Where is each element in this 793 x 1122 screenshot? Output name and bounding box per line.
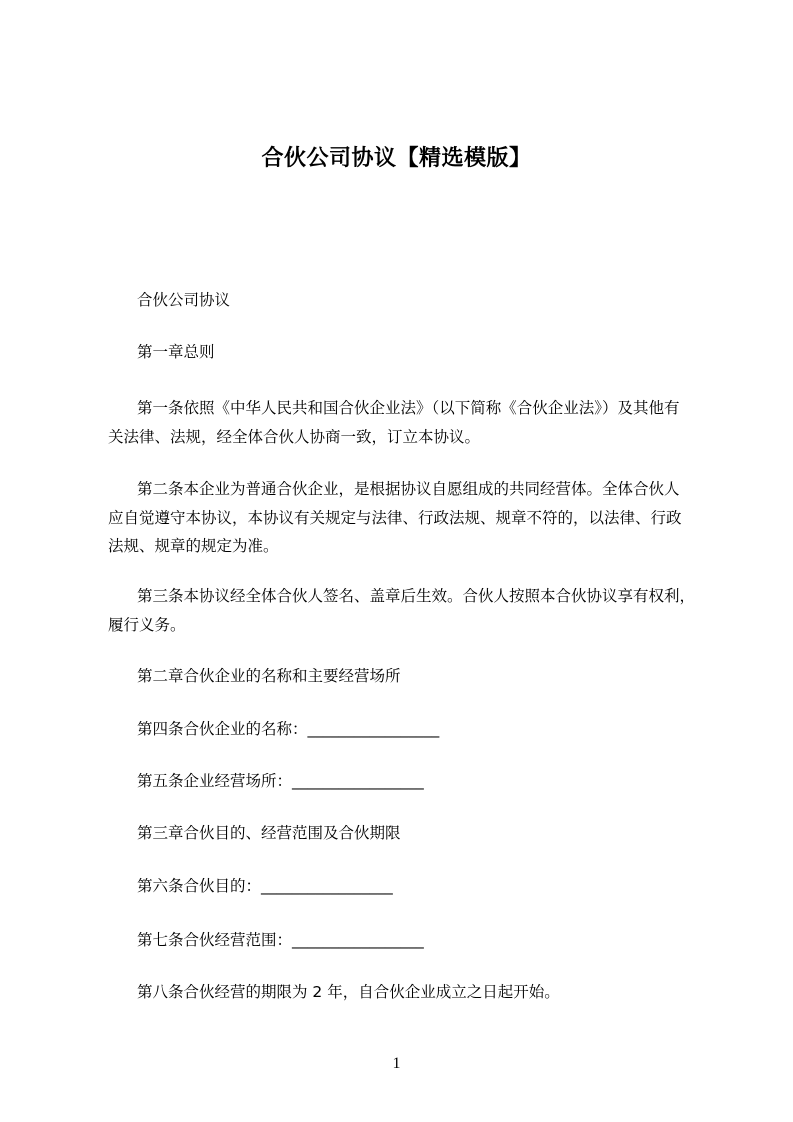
paragraph-line: 履行义务。 <box>108 615 186 634</box>
paragraph-line: 第八条合伙经营的期限为 2 年，自合伙企业成立之日起开始。 <box>137 983 560 1001</box>
paragraph <box>108 872 728 901</box>
paragraph <box>108 819 728 848</box>
document-title: 合伙公司协议【精选模版】 <box>261 146 532 171</box>
paragraph <box>108 978 728 1007</box>
paragraph <box>108 582 728 639</box>
paragraph <box>108 338 728 367</box>
paragraph-line: 第三条本协议经全体合伙人签名、盖章后生效。合伙人按照本合伙协议享有权利， <box>137 587 696 605</box>
paragraph <box>108 662 728 691</box>
paragraph <box>108 715 728 744</box>
paragraph-line: 关法律、法规，经全体合伙人协商一致，订立本协议。 <box>108 427 481 446</box>
page-number: 1 <box>392 1055 401 1072</box>
paragraph <box>108 475 728 561</box>
paragraph-line: 第二章合伙企业的名称和主要经营场所 <box>137 667 401 685</box>
paragraph <box>108 767 728 796</box>
paragraph-line: 法规、规章的规定为准。 <box>108 537 279 555</box>
paragraph <box>108 926 728 955</box>
paragraph <box>108 394 728 451</box>
paragraph-line: 第一条依照《中华人民共和国合伙企业法》（以下简称《合伙企业法》）及其他有 <box>137 399 680 417</box>
paragraph-line: 第七条合伙经营范围：_________________ <box>137 931 424 949</box>
paragraph-line: 第三章合伙目的、经营范围及合伙期限 <box>137 824 401 842</box>
paragraph-line: 应自觉遵守本协议，本协议有关规定与法律、行政法规、规章不符的，以法律、行政 <box>108 508 682 527</box>
paragraph-line: 第一章总则 <box>137 343 215 361</box>
paragraph <box>108 286 728 315</box>
paragraph-line: 第六条合伙目的：_________________ <box>137 877 393 895</box>
paragraph-line: 合伙公司协议 <box>137 291 231 309</box>
paragraph-line: 第五条企业经营场所：_________________ <box>137 772 424 790</box>
paragraph-line: 第二条本企业为普通合伙企业，是根据协议自愿组成的共同经营体。全体合伙人 <box>137 480 680 498</box>
paragraph-line: 第四条合伙企业的名称：_________________ <box>137 720 440 738</box>
